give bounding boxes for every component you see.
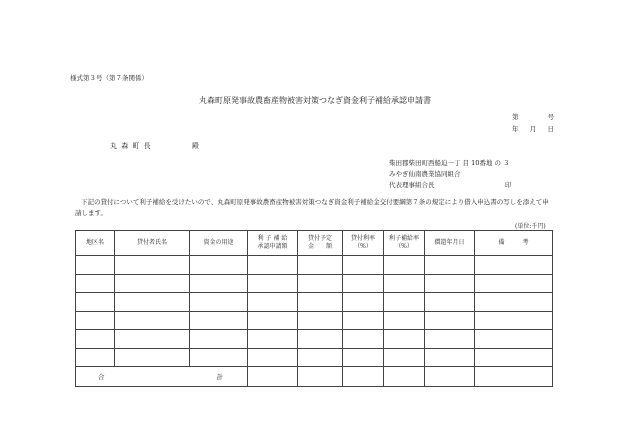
applicant-organization: みやぎ仙南農業協同組合 [389, 170, 461, 178]
header-repayment-date [425, 231, 475, 256]
honorific: 殿 [192, 142, 199, 150]
cell-loan-amount[interactable] [298, 274, 343, 293]
header-text: （%） [395, 243, 413, 250]
header-text: 資金の用途 [203, 239, 234, 246]
cell-remarks[interactable] [475, 330, 553, 349]
cell-remarks[interactable] [475, 348, 553, 367]
unit-label: (単位:千円) [515, 223, 546, 230]
cell-district[interactable] [76, 274, 115, 293]
header-loan-amount [298, 231, 343, 256]
header-district [76, 231, 115, 256]
header-subsidy-rate [384, 231, 425, 256]
total-label-left: 合 [98, 373, 105, 381]
cell-fund-purpose[interactable] [190, 311, 248, 330]
header-text: （%） [354, 243, 372, 250]
doc-number-prefix: 第 [512, 113, 519, 121]
total-cell-loan-amount[interactable] [298, 367, 343, 387]
total-cell-remarks[interactable] [475, 367, 553, 387]
cell-repayment-date[interactable] [425, 330, 475, 349]
total-label [76, 367, 248, 387]
doc-number-suffix: 号 [547, 113, 554, 121]
form-number: 様式第３号（第７条関係） [70, 74, 148, 82]
cell-subsidy-amount[interactable] [248, 348, 298, 367]
header-borrower-name [115, 231, 190, 256]
document-title: 丸森町原発事故農畜産物被害対策つなぎ資金利子補給承認申請書 [199, 96, 431, 105]
addressee: 丸 森 町 長 [110, 142, 152, 150]
header-subsidy-amount [248, 231, 298, 256]
cell-borrower-name[interactable] [115, 274, 190, 293]
date-month: 月 [529, 125, 537, 133]
seal-mark: 印 [505, 181, 512, 189]
cell-repayment-date[interactable] [425, 293, 475, 312]
table-row [76, 256, 553, 275]
total-row [76, 367, 553, 387]
table-row [76, 274, 553, 293]
cell-subsidy-rate[interactable] [384, 311, 425, 330]
cell-subsidy-rate[interactable] [384, 348, 425, 367]
table-header-row [76, 231, 553, 256]
cell-loan-rate[interactable] [343, 348, 384, 367]
header-text: 金 額 [307, 243, 332, 250]
applicant-address: 柴田郡柴田町西船迫一丁 目 10番地 の ３ [389, 159, 510, 167]
header-text: 備 考 [498, 239, 529, 246]
cell-borrower-name[interactable] [115, 293, 190, 312]
cell-district[interactable] [76, 348, 115, 367]
cell-subsidy-amount[interactable] [248, 293, 298, 312]
cell-fund-purpose[interactable] [190, 293, 248, 312]
cell-repayment-date[interactable] [425, 274, 475, 293]
cell-subsidy-amount[interactable] [248, 311, 298, 330]
cell-remarks[interactable] [475, 274, 553, 293]
table-row [76, 293, 553, 312]
cell-loan-rate[interactable] [343, 256, 384, 275]
header-text: 利 子 補 給 [257, 235, 288, 242]
cell-borrower-name[interactable] [115, 256, 190, 275]
cell-district[interactable] [76, 330, 115, 349]
header-text: 地区名 [85, 239, 104, 246]
document-date [512, 124, 554, 133]
cell-fund-purpose[interactable] [190, 256, 248, 275]
cell-borrower-name[interactable] [115, 330, 190, 349]
applicant-representative: 代表理事組合長 [389, 181, 435, 189]
cell-district[interactable] [76, 311, 115, 330]
cell-loan-amount[interactable] [298, 256, 343, 275]
cell-loan-rate[interactable] [343, 293, 384, 312]
total-cell-loan-rate[interactable] [343, 367, 384, 387]
cell-repayment-date[interactable] [425, 348, 475, 367]
cell-loan-rate[interactable] [343, 330, 384, 349]
cell-subsidy-rate[interactable] [384, 274, 425, 293]
cell-subsidy-amount[interactable] [248, 256, 298, 275]
header-remarks [475, 231, 553, 256]
cell-repayment-date[interactable] [425, 311, 475, 330]
total-cell-subsidy-rate[interactable] [384, 367, 425, 387]
cell-remarks[interactable] [475, 311, 553, 330]
header-text: 償還年月日 [434, 239, 465, 246]
cell-borrower-name[interactable] [115, 348, 190, 367]
table-row [76, 348, 553, 367]
cell-district[interactable] [76, 256, 115, 275]
cell-remarks[interactable] [475, 293, 553, 312]
table-row [76, 311, 553, 330]
cell-district[interactable] [76, 293, 115, 312]
header-fund-purpose [190, 231, 248, 256]
total-cell-subsidy-amount[interactable] [248, 367, 298, 387]
cell-borrower-name[interactable] [115, 311, 190, 330]
date-day: 日 [547, 125, 554, 133]
header-text: 貸付利率 [350, 235, 375, 242]
cell-subsidy-rate[interactable] [384, 330, 425, 349]
cell-fund-purpose[interactable] [190, 348, 248, 367]
cell-loan-amount[interactable] [298, 311, 343, 330]
cell-subsidy-amount[interactable] [248, 274, 298, 293]
cell-fund-purpose[interactable] [190, 274, 248, 293]
application-table [75, 230, 553, 387]
cell-repayment-date[interactable] [425, 256, 475, 275]
header-text: 利子補給率 [388, 235, 419, 242]
table-row [76, 330, 553, 349]
cell-loan-amount[interactable] [298, 348, 343, 367]
cell-fund-purpose[interactable] [190, 330, 248, 349]
date-year: 年 [512, 125, 519, 133]
header-text: 承認申請額 [257, 243, 288, 250]
cell-loan-amount[interactable] [298, 330, 343, 349]
cell-remarks[interactable] [475, 256, 553, 275]
cell-loan-amount[interactable] [298, 293, 343, 312]
cell-subsidy-rate[interactable] [384, 256, 425, 275]
document-number [512, 112, 554, 121]
total-cell-repayment-date[interactable] [425, 367, 475, 387]
cell-subsidy-amount[interactable] [248, 330, 298, 349]
header-loan-rate [343, 231, 384, 256]
cell-loan-rate[interactable] [343, 274, 384, 293]
header-text: 貸付予定 [307, 235, 332, 242]
cell-loan-rate[interactable] [343, 311, 384, 330]
body-text: 下記の貸付について利子補給を受けたいので、丸森町原発事故農畜産物被害対策つなぎ資金利子補給金交付要綱第７条の規定により借入申込書の写しを添えて申請します。 [75, 198, 549, 217]
cell-subsidy-rate[interactable] [384, 293, 425, 312]
header-text: 貸付者氏名 [136, 239, 167, 246]
total-label-right: 計 [216, 373, 223, 381]
